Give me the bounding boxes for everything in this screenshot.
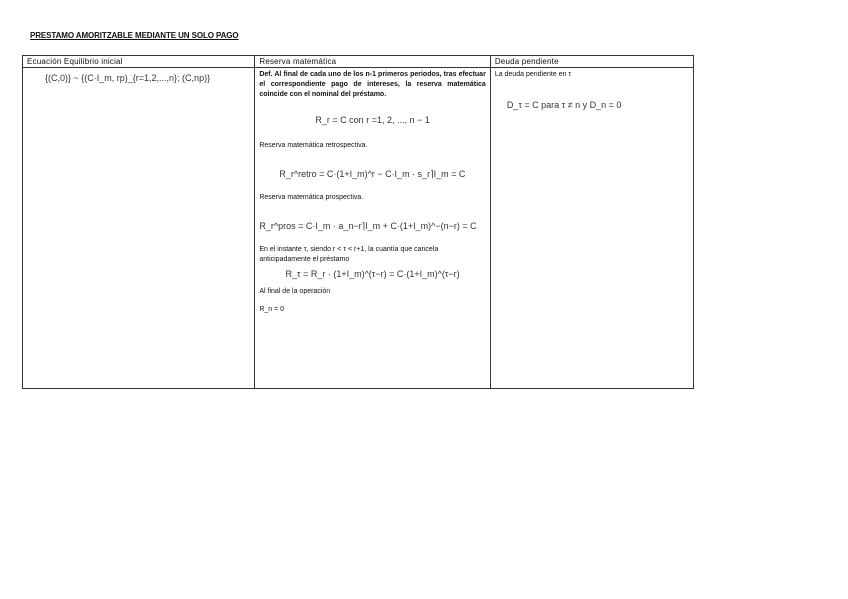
instant-text: En el instante τ, siendo r < τ < r+1, la cuantía que cancela anticipadamente el préstamo (259, 246, 439, 263)
cell-equilibrium (23, 68, 255, 389)
end-formula: R_n = 0 (259, 306, 285, 313)
cell-reserve (255, 68, 490, 389)
prospective-label: Reserva matemática prospectiva. (259, 194, 364, 201)
prospective-formula: R_r^pros = C·I_m · a_n−r⌉I_m + C·(1+I_m)^−(n−r) = C (259, 221, 477, 231)
document-title: PRESTAMO AMORITZABLE MEDIANTE UN SOLO PAGO (30, 31, 239, 40)
equilibrium-formula: {(C,0)} ~ {(C·I_m, rp)_{r=1,2,...,n}; (C,np)} (45, 73, 211, 83)
end-label: Al final de la operación (259, 288, 331, 295)
retrospective-label: Reserva matemática retrospectiva. (259, 142, 368, 149)
header-debt: Deuda pendiente (490, 56, 693, 68)
table-header-row (23, 56, 694, 68)
reserve-formula: R_r = C con r =1, 2, ..., n − 1 (315, 115, 430, 125)
debt-text: La deuda pendiente en τ (494, 71, 572, 78)
header-reserve: Reserva matemática (255, 56, 490, 68)
summary-table (22, 55, 694, 389)
instant-formula: R_τ = R_r · (1+I_m)^(τ−r) = C·(1+I_m)^(τ−r) (285, 269, 460, 279)
reserve-definition: Def. Al final de cada uno de los n-1 primeros periodos, tras efectuar el correspondiente pago de intereses, la reserva matemática coincide con el nominal del préstamo. (259, 71, 486, 98)
table-row (23, 68, 694, 389)
debt-formula: D_τ = C para τ ≠ n y D_n = 0 (506, 100, 622, 110)
retrospective-formula: R_r^retro = C·(1+I_m)^r − C·I_m · s_r⌉I_m = C (279, 169, 466, 179)
cell-debt (490, 68, 693, 389)
header-equilibrium: Ecuación Equilibrio inicial (23, 56, 255, 68)
